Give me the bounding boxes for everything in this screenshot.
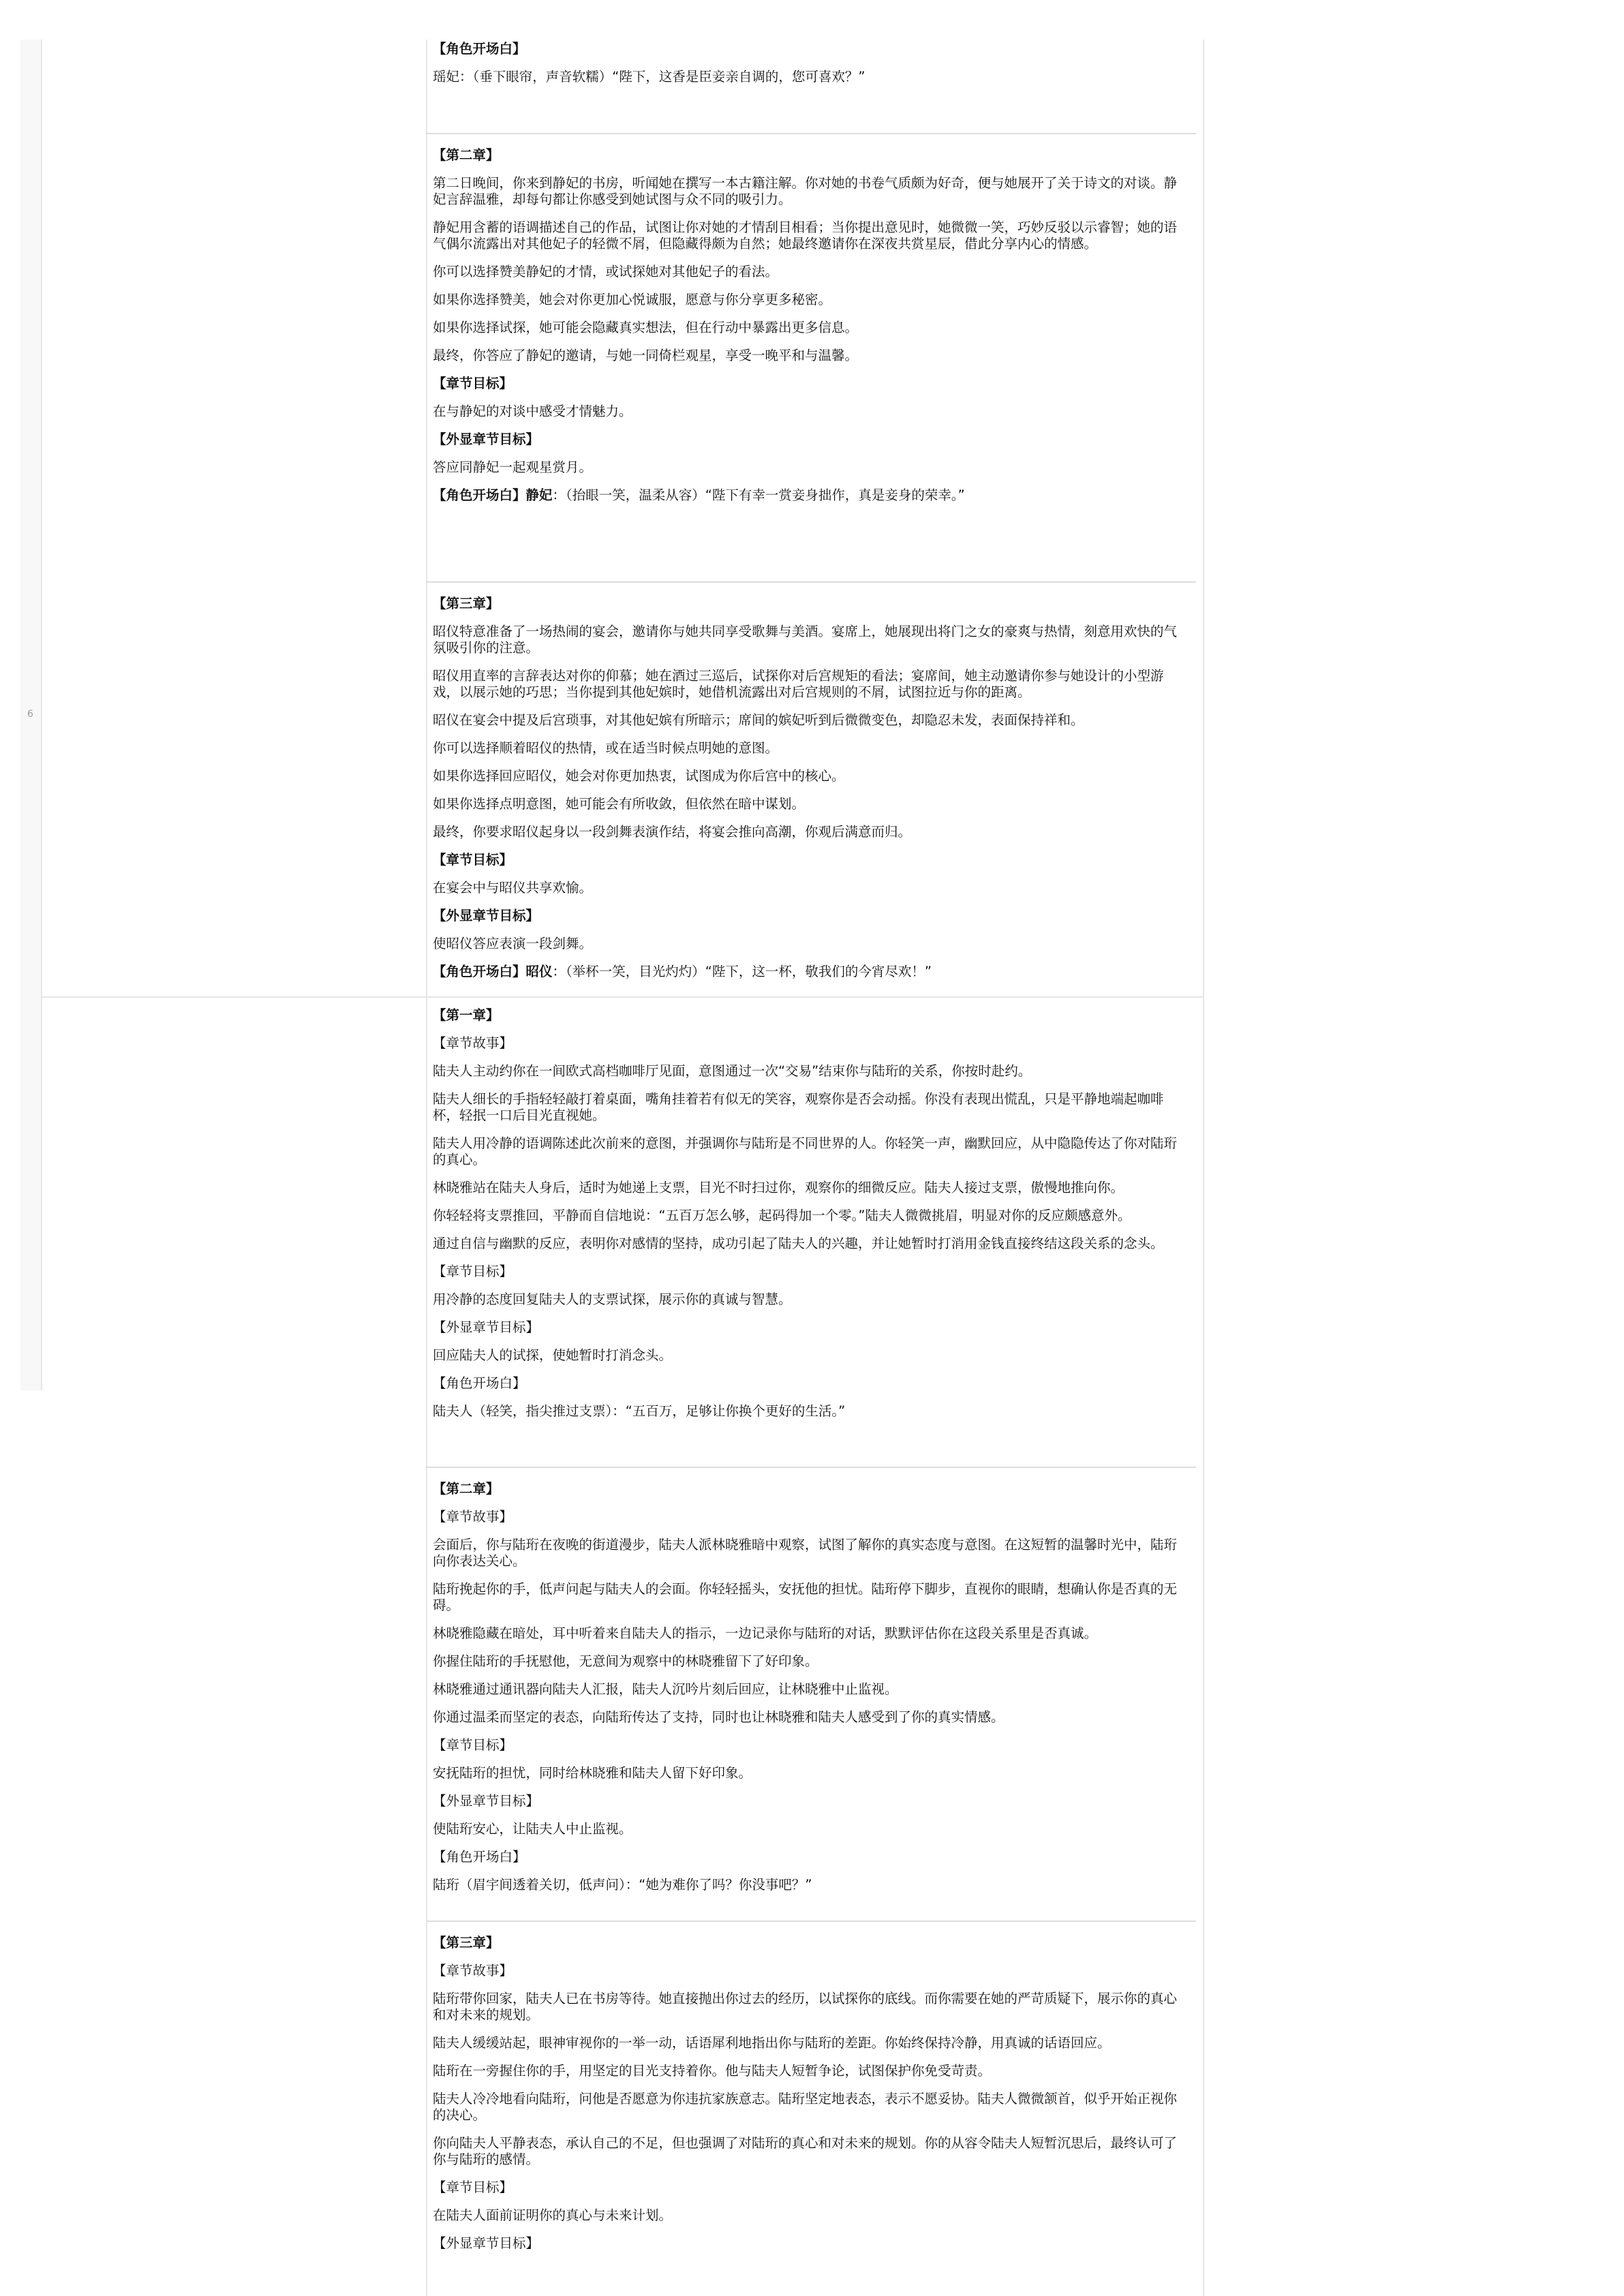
- text-line: 答应同静妃一起观星赏月。: [433, 459, 593, 475]
- text-line: 在宴会中与昭仪共享欢愉。: [433, 880, 593, 896]
- cell-section: [433, 41, 1189, 97]
- cell-section: [433, 1935, 1189, 2263]
- text-line: 陆夫人细长的手指轻轻敲打着桌面，嘴角挂着若有似无的笑容，观察你是否会动摇。你没有表现出慌乱，只是平静地端起咖啡杯，轻抿一口后目光直视她。: [433, 1091, 1164, 1123]
- text-line: 如果你选择试探，她可能会隐藏真实想法，但在行动中暴露出更多信息。: [433, 320, 859, 335]
- text-line: 【章节故事】: [433, 1963, 513, 1978]
- text-line: 林晓雅通过通讯器向陆夫人汇报，陆夫人沉吟片刻后回应，让林晓雅中止监视。: [433, 1681, 898, 1697]
- column-divider-middle: [426, 40, 427, 2296]
- text-line: 陆夫人主动约你在一间欧式高档咖啡厅见面，意图通过一次“交易”结束你与陆珩的关系，你按时赴约。: [433, 1063, 1032, 1079]
- text-line: 使陆珩安心，让陆夫人中止监视。: [433, 1821, 632, 1837]
- text-line: 【章节目标】: [433, 2179, 513, 2195]
- text-line: 你向陆夫人平静表态，承认自己的不足，但也强调了对陆珩的真心和对未来的规划。你的从容令陆夫人短暂沉思后，最终认可了你与陆珩的感情。: [433, 2135, 1178, 2167]
- text-line: 如果你选择赞美，她会对你更加心悦诚服，愿意与你分享更多秘密。: [433, 292, 832, 307]
- speaker-line: ：（举杯一笑，目光灼灼）“陛下，这一杯，敬我们的今宵尽欢！”: [552, 964, 932, 979]
- text-line: 林晓雅隐藏在暗处，耳中听着来自陆夫人的指示，一边记录你与陆珩的对话，默默评估你在这段关系里是否真诚。: [433, 1625, 1098, 1641]
- section-divider: [426, 1467, 1196, 1468]
- speaker-label: 【角色开场白】静妃: [433, 487, 553, 503]
- section-heading: 【外显章节目标】: [433, 908, 540, 923]
- text-line: 陆珩在一旁握住你的手，用坚定的目光支持着你。他与陆夫人短暂争论，试图保护你免受苛责。: [433, 2063, 992, 2079]
- section-divider: [426, 1920, 1196, 1922]
- text-line: 最终，你答应了静妃的邀请，与她一同倚栏观星，享受一晚平和与温馨。: [433, 348, 859, 363]
- text-line: 陆珩挽起你的手，低声问起与陆夫人的会面。你轻轻摇头，安抚他的担忧。陆珩停下脚步，直视你的眼睛，想确认你是否真的无碍。: [433, 1581, 1178, 1613]
- section-heading: 【章节目标】: [433, 376, 513, 391]
- text-line: 陆珩（眉宇间透着关切，低声问）：“她为难你了吗？你没事吧？”: [433, 1877, 812, 1893]
- section-heading: 【第三章】: [433, 596, 500, 611]
- text-line: 在与静妃的对谈中感受才情魅力。: [433, 403, 632, 419]
- text-line: 昭仪用直率的言辞表达对你的仰慕；她在酒过三巡后，试探你对后宫规矩的看法；宴席间，她主动邀请你参与她设计的小型游戏，以展示她的巧思；当你提到其他妃嫔时，她借机流露出对后宫规则的不屑，试图拉近与你的距离。: [433, 668, 1164, 700]
- text-line: 【外显章节目标】: [433, 2235, 540, 2251]
- text-line: 【章节故事】: [433, 1035, 513, 1051]
- text-line: 静妃用含蓄的语调描述自己的作品，试图让你对她的才情刮目相看；当你提出意见时，她微微一笑，巧妙反驳以示睿智；她的语气偶尔流露出对其他妃子的轻微不屑，但隐藏得颇为自然；她最终邀请你在深夜共赏星辰，借此分享内心的情感。: [433, 219, 1178, 251]
- text-line: 陆夫人缓缓站起，眼神审视你的一举一动，话语犀利地指出你与陆珩的差距。你始终保持冷静，用真诚的话语回应。: [433, 2035, 1111, 2051]
- text-line: 昭仪在宴会中提及后宫琐事，对其他妃嫔有所暗示；席间的嫔妃听到后微微变色，却隐忍未发，表面保持祥和。: [433, 712, 1084, 728]
- speaker-line: ：（抬眼一笑，温柔从容）“陛下有幸一赏妾身拙作，真是妾身的荣幸。”: [552, 487, 965, 503]
- text-line: 你可以选择赞美静妃的才情，或试探她对其他妃子的看法。: [433, 264, 779, 279]
- cell-section: [433, 596, 1189, 992]
- section-heading: 【外显章节目标】: [433, 431, 540, 447]
- text-line: 安抚陆珩的担忧，同时给林晓雅和陆夫人留下好印象。: [433, 1765, 752, 1781]
- text-line: 瑶妃：（垂下眼帘，声音软糯）“陛下，这香是臣妾亲自调的，您可喜欢？”: [433, 69, 865, 85]
- text-line: 如果你选择回应昭仪，她会对你更加热衷，试图成为你后宫中的核心。: [433, 768, 845, 784]
- column-divider-left: [41, 40, 42, 1390]
- text-line: 回应陆夫人的试探，使她暂时打消念头。: [433, 1347, 673, 1363]
- text-line: 【章节故事】: [433, 1509, 513, 1525]
- row-number: 6: [27, 709, 33, 720]
- cell-section: [433, 1007, 1189, 1431]
- text-line: 昭仪特意准备了一场热闹的宴会，邀请你与她共同享受歌舞与美酒。宴席上，她展现出将门之女的豪爽与热情，刻意用欢快的气氛吸引你的注意。: [433, 624, 1178, 656]
- text-line: 林晓雅站在陆夫人身后，适时为她递上支票，目光不时扫过你，观察你的细微反应。陆夫人接过支票，傲慢地推向你。: [433, 1180, 1124, 1195]
- cell-section: [433, 147, 1189, 515]
- speaker-label: 【角色开场白】昭仪: [433, 964, 553, 979]
- text-line: 在陆夫人面前证明你的真心与未来计划。: [433, 2207, 673, 2223]
- text-line: 【角色开场白】: [433, 1375, 526, 1391]
- text-line: 【外显章节目标】: [433, 1319, 540, 1335]
- section-divider: [426, 133, 1196, 134]
- section-divider: [426, 581, 1196, 583]
- text-line: 通过自信与幽默的反应，表明你对感情的坚持，成功引起了陆夫人的兴趣，并让她暂时打消用金钱直接终结这段关系的念头。: [433, 1236, 1164, 1251]
- text-line: 陆珩带你回家，陆夫人已在书房等待。她直接抛出你过去的经历，以试探你的底线。而你需要在她的严苛质疑下，展示你的真心和对未来的规划。: [433, 1991, 1178, 2023]
- text-line: 会面后，你与陆珩在夜晚的街道漫步，陆夫人派林晓雅暗中观察，试图了解你的真实态度与意图。在这短暂的温馨时光中，陆珩向你表达关心。: [433, 1537, 1178, 1569]
- section-heading: 【章节目标】: [433, 852, 513, 868]
- text-line: 陆夫人用冷静的语调陈述此次前来的意图，并强调你与陆珩是不同世界的人。你轻笑一声，幽默回应，从中隐隐传达了你对陆珩的真心。: [433, 1135, 1178, 1167]
- text-line: 使昭仪答应表演一段剑舞。: [433, 936, 593, 951]
- text-line: [433, 487, 1189, 504]
- text-line: 最终，你要求昭仪起身以一段剑舞表演作结，将宴会推向高潮，你观后满意而归。: [433, 824, 912, 840]
- section-heading: 【第一章】: [433, 1007, 500, 1023]
- text-line: 你轻轻将支票推回，平静而自信地说：“五百万怎么够，起码得加一个零。”陆夫人微微挑眉，明显对你的反应颇感意外。: [433, 1208, 1131, 1223]
- row-divider: [41, 996, 1204, 998]
- text-line: 你握住陆珩的手抚慰他，无意间为观察中的林晓雅留下了好印象。: [433, 1653, 818, 1669]
- text-line: 你可以选择顺着昭仪的热情，或在适当时候点明她的意图。: [433, 740, 779, 756]
- text-line: 用冷静的态度回复陆夫人的支票试探，展示你的真诚与智慧。: [433, 1291, 792, 1307]
- column-divider-right: [1203, 40, 1204, 2296]
- text-line: [433, 964, 1189, 980]
- cell-section: [433, 1481, 1189, 1905]
- text-line: 【外显章节目标】: [433, 1793, 540, 1809]
- text-line: 第二日晚间，你来到静妃的书房，听闻她在撰写一本古籍注解。你对她的书卷气质颇为好奇，便与她展开了关于诗文的对谈。静妃言辞温雅，却每句都让你感受到她试图与众不同的吸引力。: [433, 175, 1178, 207]
- text-line: 你通过温柔而坚定的表态，向陆珩传达了支持，同时也让林晓雅和陆夫人感受到了你的真实情感。: [433, 1709, 1005, 1725]
- text-line: 【章节目标】: [433, 1264, 513, 1279]
- section-heading: 【第三章】: [433, 1935, 500, 1950]
- section-heading: 【第二章】: [433, 147, 500, 163]
- section-heading: 【角色开场白】: [433, 41, 526, 57]
- text-line: 如果你选择点明意图，她可能会有所收敛，但依然在暗中谋划。: [433, 796, 806, 812]
- text-line: 【角色开场白】: [433, 1849, 526, 1865]
- text-line: 陆夫人冷冷地看向陆珩，问他是否愿意为你违抗家族意志。陆珩坚定地表态，表示不愿妥协。陆夫人微微颔首，似乎开始正视你的决心。: [433, 2091, 1178, 2123]
- text-line: 【章节目标】: [433, 1737, 513, 1753]
- section-heading: 【第二章】: [433, 1481, 500, 1497]
- text-line: 陆夫人（轻笑，指尖推过支票）：“五百万，足够让你换个更好的生活。”: [433, 1403, 846, 1419]
